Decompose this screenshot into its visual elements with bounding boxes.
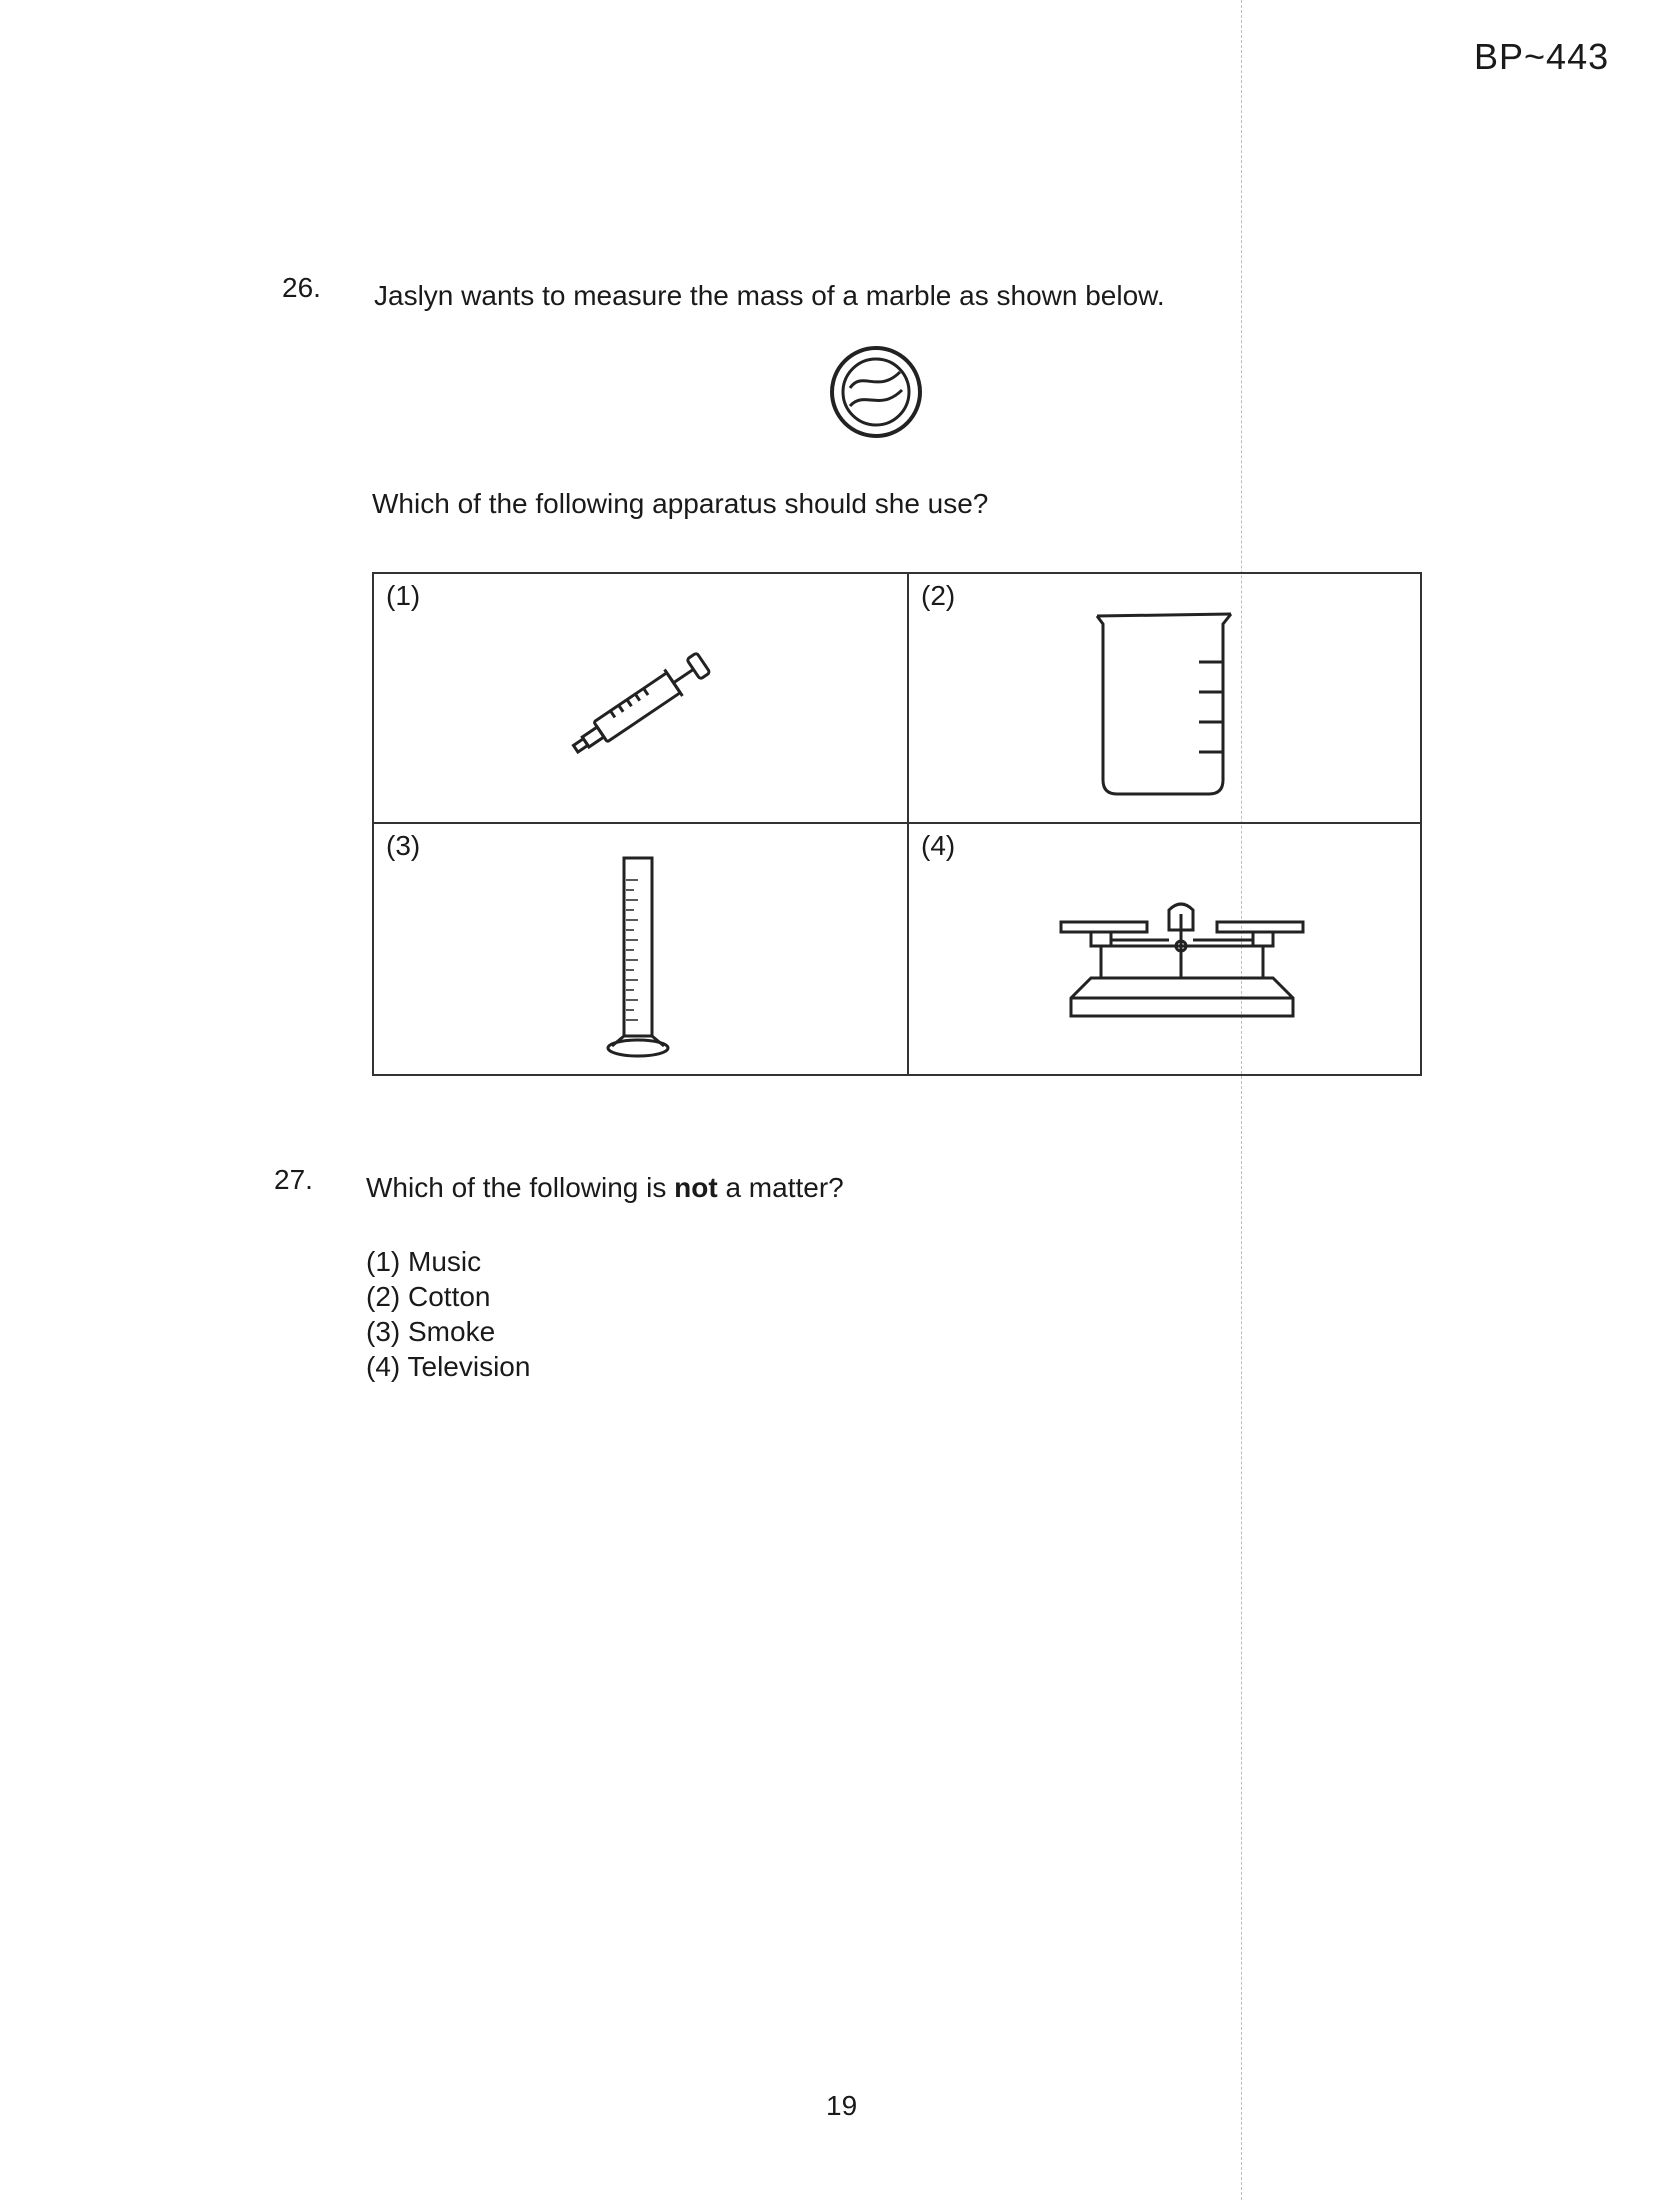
answer-option-3[interactable]: (3) Smoke bbox=[366, 1316, 496, 1347]
question-27-text bbox=[366, 1172, 844, 1204]
syringe-icon bbox=[552, 634, 732, 774]
question-27-options bbox=[366, 1244, 530, 1384]
answer-option-2[interactable]: (2) Cotton bbox=[366, 1281, 491, 1312]
option-cell-2[interactable] bbox=[909, 574, 1420, 824]
question-27-emphasis: not bbox=[674, 1172, 718, 1203]
paper-code: BP~443 bbox=[1474, 36, 1610, 77]
beaker-icon bbox=[1089, 604, 1239, 804]
option-label: (4) bbox=[921, 830, 956, 861]
option-label: (1) bbox=[386, 580, 421, 611]
option-cell-4[interactable] bbox=[909, 824, 1420, 1074]
question-27-number: 27. bbox=[274, 1164, 313, 1195]
page-fold-line bbox=[1241, 0, 1242, 2200]
page-number: 19 bbox=[826, 2090, 858, 2121]
question-26-number: 26. bbox=[282, 272, 321, 303]
option-label: (3) bbox=[386, 830, 421, 861]
question-26-prompt: Which of the following apparatus should she use? bbox=[372, 488, 989, 519]
beam-balance-icon bbox=[1051, 890, 1311, 1030]
option-cell-3[interactable] bbox=[374, 824, 909, 1074]
apparatus-options-table bbox=[372, 572, 1422, 1076]
question-27-text-start: Which of the following is bbox=[366, 1172, 675, 1203]
option-label: (2) bbox=[921, 580, 956, 611]
question-26-text: Jaslyn wants to measure the mass of a marble as shown below. bbox=[374, 280, 1165, 311]
measuring-cylinder-icon bbox=[598, 850, 678, 1070]
question-27-text-end: a matter? bbox=[717, 1172, 844, 1203]
marble-icon bbox=[828, 344, 924, 445]
option-cell-1[interactable] bbox=[374, 574, 909, 824]
answer-option-4[interactable]: (4) Television bbox=[366, 1351, 531, 1382]
answer-option-1[interactable]: (1) Music bbox=[366, 1246, 482, 1277]
